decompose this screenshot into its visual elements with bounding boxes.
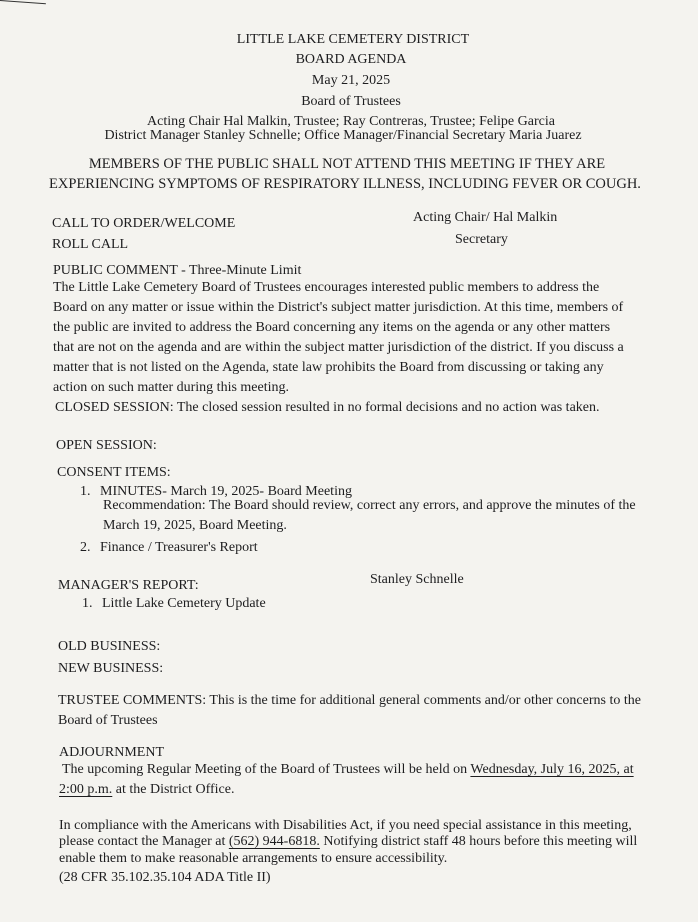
board-members: Acting Chair Hal Malkin, Trustee; Ray Contreras, Trustee; Felipe Garcia bbox=[147, 114, 555, 129]
ada-notice-line1: In compliance with the Americans with Disabilities Act, if you need special assistance in this meeting, bbox=[59, 818, 632, 833]
item-title: Little Lake Cemetery Update bbox=[102, 596, 266, 611]
old-business-heading: OLD BUSINESS: bbox=[58, 639, 161, 654]
managers-report-item bbox=[82, 596, 266, 612]
ada-notify-text: Notifying district staff 48 hours before this meeting will bbox=[319, 834, 638, 849]
roll-call-role: Secretary bbox=[455, 232, 508, 247]
org-name: LITTLE LAKE CEMETERY DISTRICT bbox=[236, 32, 470, 47]
minutes-recommendation-line1: Recommendation: The Board should review, correct any errors, and approve the minutes of the bbox=[103, 498, 636, 513]
consent-item-finance bbox=[80, 540, 258, 556]
open-session-heading: OPEN SESSION: bbox=[56, 438, 157, 453]
next-meeting-time: 2:00 p.m. bbox=[59, 782, 113, 797]
trustee-comments-line1: TRUSTEE COMMENTS: This is the time for additional general comments and/or other concerns to the bbox=[58, 693, 641, 708]
manager-phone: (562) 944-6818. bbox=[228, 834, 320, 849]
ada-contact-text: please contact the Manager at bbox=[59, 834, 229, 849]
next-meeting-text: The upcoming Regular Meeting of the Board of Trustees will be held on bbox=[62, 762, 471, 777]
item-title: Finance / Treasurer's Report bbox=[100, 540, 258, 555]
next-meeting-date: Wednesday, July 16, 2025, at bbox=[470, 762, 634, 777]
health-notice-line2: EXPERIENCING SYMPTOMS OF RESPIRATORY ILLNESS, INCLUDING FEVER OR COUGH. bbox=[49, 176, 641, 192]
ada-notice-line2 bbox=[59, 834, 637, 850]
document-title: BOARD AGENDA bbox=[295, 52, 407, 67]
board-name: Board of Trustees bbox=[301, 94, 401, 109]
consent-items-heading: CONSENT ITEMS: bbox=[57, 465, 171, 480]
adjournment-heading: ADJOURNMENT bbox=[59, 745, 164, 760]
call-to-order-role: Acting Chair/ Hal Malkin bbox=[413, 210, 558, 225]
scan-pen-mark bbox=[0, 0, 46, 28]
item-number: 1. bbox=[80, 484, 91, 499]
health-notice-line1: MEMBERS OF THE PUBLIC SHALL NOT ATTEND THIS MEETING IF THEY ARE bbox=[88, 156, 606, 172]
closed-session: CLOSED SESSION: The closed session resulted in no formal decisions and no action was taken. bbox=[55, 400, 600, 415]
call-to-order-label: CALL TO ORDER/WELCOME bbox=[52, 216, 236, 231]
item-title: MINUTES- March 19, 2025- Board Meeting bbox=[100, 484, 352, 499]
district-staff: District Manager Stanley Schnelle; Office Manager/Financial Secretary Maria Juarez bbox=[104, 128, 582, 143]
managers-report-presenter: Stanley Schnelle bbox=[370, 572, 464, 587]
meeting-date: May 21, 2025 bbox=[311, 73, 391, 88]
public-comment-body: The Little Lake Cemetery Board of Trustees encourages interested public members to address the Board on any matter or issue within the District's subject matter jurisdiction. At this time, members of the public are invited to address the Board concerning any items on the agenda or any other matters that are not on the agenda and are within the subject matter jurisdiction of the district. If you discuss a matter that is not listed on the Agenda, state law prohibits the Board from discussing or taking any action on such matter during this meeting. bbox=[53, 280, 624, 395]
next-meeting-location: at the District Office. bbox=[112, 782, 235, 797]
trustee-comments-line2: Board of Trustees bbox=[58, 713, 158, 728]
item-number: 2. bbox=[80, 540, 91, 555]
new-business-heading: NEW BUSINESS: bbox=[58, 661, 164, 676]
managers-report-heading: MANAGER'S REPORT: bbox=[58, 578, 199, 593]
ada-citation: (28 CFR 35.102.35.104 ADA Title II) bbox=[59, 870, 271, 885]
minutes-recommendation-line2: March 19, 2025, Board Meeting. bbox=[103, 518, 287, 533]
next-meeting-line2 bbox=[59, 782, 234, 798]
item-number: 1. bbox=[82, 596, 93, 611]
public-comment-heading: PUBLIC COMMENT - Three-Minute Limit bbox=[53, 263, 302, 278]
next-meeting-line1 bbox=[62, 762, 634, 778]
ada-notice-line3: enable them to make reasonable arrangements to ensure accessibility. bbox=[59, 851, 448, 866]
roll-call-label: ROLL CALL bbox=[52, 237, 129, 252]
